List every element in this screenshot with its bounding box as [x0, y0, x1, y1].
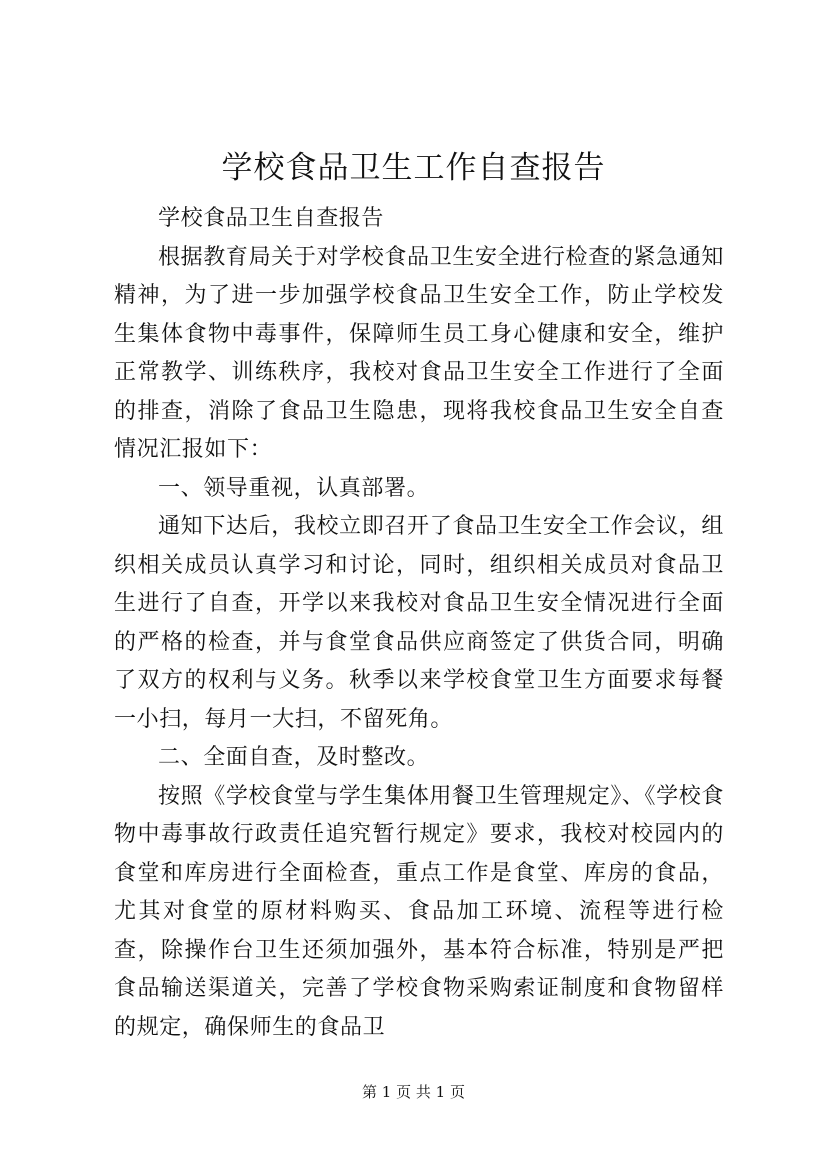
paragraph-section-1: 通知下达后，我校立即召开了食品卫生安全工作会议，组织相关成员认真学习和讨论，同时，组织相关成员对食品卫生进行了自查，开学以来我校对食品卫生安全情况进行全面的严格的检查，并与食堂食品供应商签定了供货合同，明确了双方的权利与义务。秋季以来学校食堂卫生方面要求每餐一小扫，每月一大扫，不留死角。 — [114, 514, 724, 732]
page-footer: 第 1 页 共 1 页 — [362, 1083, 465, 1101]
document-body — [114, 200, 724, 1047]
document-title: 学校食品卫生工作自查报告 — [221, 150, 606, 186]
section-heading-2: 二、全面自查，及时整改。 — [158, 745, 430, 770]
paragraph-section-2: 按照《学校食堂与学生集体用餐卫生管理规定》、《学校食物中毒事故行政责任追究暂行规定》要求，我校对校园内的食堂和库房进行全面检查，重点工作是食堂、库房的食品，尤其对食堂的原材料购买、食品加工环境、流程等进行检查，除操作台卫生还须加强外，基本符合标准，特别是严把食品输送渠道关，完善了学校食物采购索证制度和食物留样的规定，确保师生的食品卫 — [114, 783, 724, 1040]
paragraph-subtitle: 学校食品卫生自查报告 — [158, 206, 385, 231]
paragraph-intro: 根据教育局关于对学校食品卫生安全进行检查的紧急通知精神，为了进一步加强学校食品卫生安全工作，防止学校发生集体食物中毒事件，保障师生员工身心健康和安全，维护正常教学、训练秩序，我校对食品卫生安全工作进行了全面的排查，消除了食品卫生隐患，现将我校食品卫生安全自查情况汇报如下： — [114, 244, 724, 462]
section-heading-1: 一、领导重视，认真部署。 — [158, 475, 430, 501]
